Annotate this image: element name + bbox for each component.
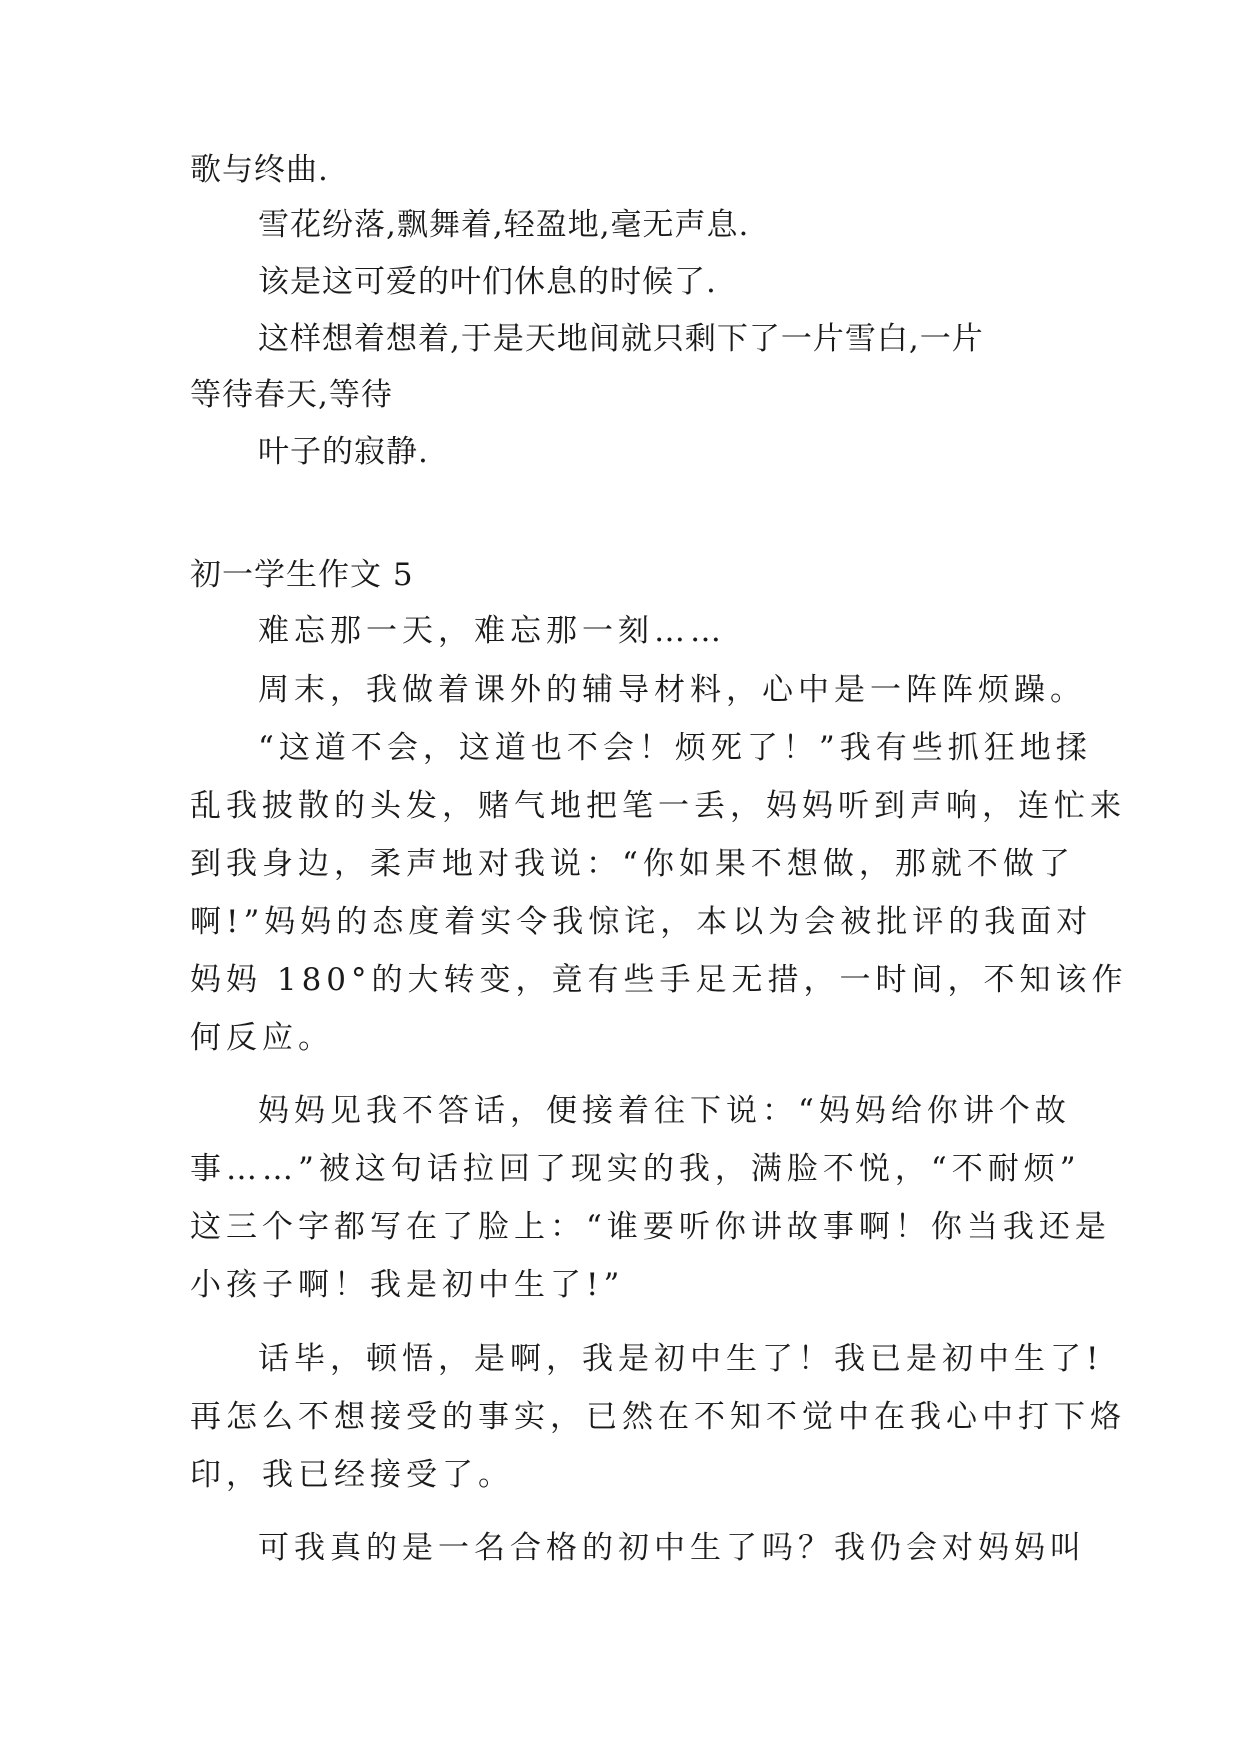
text-line: 乱我披散的头发，赌气地把笔一丢，妈妈听到声响，连忙来 [190,788,1126,824]
text-line: 到我身边，柔声地对我说：“你如果不想做，那就不做了 [190,846,1075,882]
section-heading: 初一学生作文 5 [190,557,414,593]
text-line: 等待春天,等待 [190,377,393,413]
text-line: 妈妈 180°的大转变，竟有些手足无措，一时间，不知该作 [190,962,1128,998]
text-line: 啊!”妈妈的态度着实令我惊诧，本以为会被批评的我面对 [190,904,1093,940]
text-line: “这道不会，这道也不会！烦死了！”我有些抓狂地揉 [258,730,1092,766]
text-line: 何反应。 [190,1020,334,1056]
text-line: 小孩子啊！我是初中生了!” [190,1267,625,1303]
text-line: 歌与终曲. [190,152,329,188]
text-line: 难忘那一天，难忘那一刻…… [258,613,726,649]
text-line: 话毕，顿悟，是啊，我是初中生了！我已是初中生了! [258,1341,1104,1377]
text-line: 这样想着想着,于是天地间就只剩下了一片雪白,一片 [258,321,984,357]
text-line: 事……”被这句话拉回了现实的我，满脸不悦，“不耐烦” [190,1151,1081,1187]
text-line: 再怎么不想接受的事实，已然在不知不觉中在我心中打下烙 [190,1399,1126,1435]
text-line: 可我真的是一名合格的初中生了吗？我仍会对妈妈叫 [258,1530,1086,1566]
text-line: 这三个字都写在了脸上：“谁要听你讲故事啊！你当我还是 [190,1209,1111,1245]
text-line: 妈妈见我不答话，便接着往下说：“妈妈给你讲个故 [258,1093,1071,1129]
text-line: 该是这可爱的叶们休息的时候了. [258,264,717,300]
text-line: 雪花纷落,飘舞着,轻盈地,毫无声息. [258,207,750,243]
text-line: 周末，我做着课外的辅导材料，心中是一阵阵烦躁。 [258,672,1086,708]
text-line: 印，我已经接受了。 [190,1457,514,1493]
text-line: 叶子的寂静. [258,434,429,470]
